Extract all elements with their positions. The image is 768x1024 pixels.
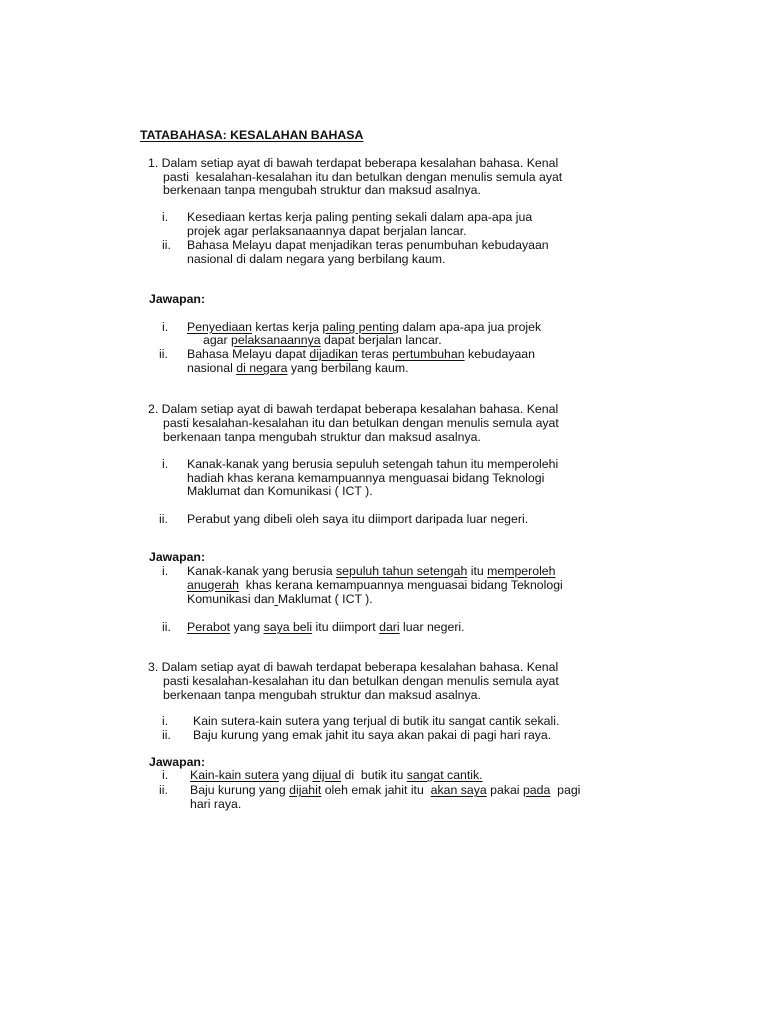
q2-item-i-line-1: Kanak-kanak yang berusia sepuluh setengah tahun itu memperolehi <box>187 457 559 471</box>
corrected-word: anugerah <box>187 578 239 592</box>
q1-item-i-line-2: projek agar perlaksanaannya dapat berjalan lancar. <box>187 224 467 238</box>
q1-jawapan-heading: Jawapan: <box>149 292 206 306</box>
q1-item-ii-number: ii. <box>162 238 171 252</box>
answer-text: Baju kurung yang <box>190 783 290 797</box>
question-3-line-1: 3. Dalam setiap ayat di bawah terdapat beberapa kesalahan bahasa. Kenal <box>148 660 559 674</box>
answer-text: pakai <box>486 783 523 797</box>
q2-answer-i-number: i. <box>162 564 169 578</box>
corrected-word: pada <box>522 783 551 797</box>
corrected-word: dijahit <box>289 783 322 797</box>
q2-answer-ii-line-1 <box>187 620 465 634</box>
q2-answer-ii-number: ii. <box>162 620 171 634</box>
q3-item-i-line-1: Kain sutera-kain sutera yang terjual di butik itu sangat cantik sekali. <box>193 714 560 728</box>
question-2-line-3: berkenaan tanpa mengubah struktur dan maksud asalnya. <box>163 430 481 444</box>
corrected-word: Perabot <box>187 620 231 634</box>
q2-answer-i-line-3 <box>187 592 373 606</box>
q2-jawapan-heading: Jawapan: <box>149 550 206 564</box>
answer-text: oleh emak jahit itu <box>321 783 431 797</box>
corrected-word: sepuluh tahun setengah <box>336 564 468 578</box>
answer-text: yang <box>230 620 264 634</box>
page-title: TATABAHASA: KESALAHAN BAHASA <box>140 128 364 142</box>
q2-answer-i-line-2 <box>187 578 563 592</box>
answer-text: Komunikasi dan <box>187 592 275 606</box>
q3-answer-ii-line-2 <box>190 797 241 811</box>
answer-text: yang <box>278 768 313 782</box>
q2-item-i-line-3: Maklumat dan Komunikasi ( ICT ). <box>187 484 373 498</box>
question-3-line-3: berkenaan tanpa mengubah struktur dan maksud asalnya. <box>163 688 481 702</box>
answer-text: Bahasa Melayu dapat <box>187 347 310 361</box>
corrected-word: di negara <box>236 361 288 375</box>
answer-text: teras <box>357 347 393 361</box>
answer-text: kebudayaan <box>464 347 535 361</box>
answer-text: agar <box>203 333 232 347</box>
q1-answer-ii-number: ii. <box>159 347 168 361</box>
q2-item-i-number: i. <box>162 457 169 471</box>
corrected-word: dari <box>379 620 400 634</box>
q1-answer-i-line-1 <box>187 320 541 334</box>
q1-answer-ii-line-1 <box>187 347 535 361</box>
q2-item-i-line-2: hadiah khas kerana kemampuannya menguasai bidang Teknologi <box>187 471 545 485</box>
q1-answer-i-line-2 <box>203 333 442 347</box>
answer-text: Kanak-kanak yang berusia <box>187 564 337 578</box>
corrected-word: saya beli <box>263 620 313 634</box>
q1-item-i-number: i. <box>162 210 169 224</box>
answer-text: Maklumat ( ICT ). <box>277 592 373 606</box>
corrected-word: Kain-kain sutera <box>190 768 279 782</box>
answer-text: yang berbilang kaum. <box>287 361 409 375</box>
answer-text: itu <box>467 564 488 578</box>
q1-item-ii-line-2: nasional di dalam negara yang berbilang kaum. <box>187 252 446 266</box>
q3-answer-i-number: i. <box>162 768 169 782</box>
corrected-word: Penyediaan <box>187 320 252 334</box>
question-3-line-2: pasti kesalahan-kesalahan itu dan betulkan dengan menulis semula ayat <box>163 674 559 688</box>
q2-item-ii-line-1: Perabut yang dibeli oleh saya itu diimport daripada luar negeri. <box>187 512 529 526</box>
corrected-word: sangat cantik. <box>406 768 483 782</box>
answer-text: hari raya. <box>190 797 242 811</box>
q3-jawapan-heading: Jawapan: <box>149 755 206 769</box>
answer-text: pagi <box>550 783 581 797</box>
answer-text: itu diimport <box>312 620 380 634</box>
answer-text: khas kerana kemampuannya menguasai bidang Teknologi <box>238 578 563 592</box>
question-2-line-2: pasti kesalahan-kesalahan itu dan betulkan dengan menulis semula ayat <box>163 416 559 430</box>
answer-text: di butik itu <box>341 768 407 782</box>
answer-text: nasional <box>187 361 237 375</box>
q1-answer-ii-line-2 <box>187 361 409 375</box>
answer-text: luar negeri. <box>399 620 465 634</box>
q3-answer-ii-number: ii. <box>159 783 168 797</box>
corrected-word: akan saya <box>430 783 487 797</box>
corrected-word: pertumbuhan <box>392 347 465 361</box>
answer-text: dalam apa-apa jua projek <box>398 320 542 334</box>
q3-item-ii-line-1: Baju kurung yang emak jahit itu saya akan pakai di pagi hari raya. <box>193 728 552 742</box>
q2-item-ii-number: ii. <box>159 512 168 526</box>
question-1-line-2: pasti kesalahan-kesalahan itu dan betulkan dengan menulis semula ayat <box>163 170 563 184</box>
q1-answer-i-number: i. <box>162 320 169 334</box>
q1-item-i-line-1: Kesediaan kertas kerja paling penting sekali dalam apa-apa jua <box>187 210 533 224</box>
q3-answer-i-line-1 <box>190 768 483 782</box>
q3-answer-ii-line-1 <box>190 783 580 797</box>
q1-item-ii-line-1: Bahasa Melayu dapat menjadikan teras penumbuhan kebudayaan <box>187 238 549 252</box>
q2-answer-i-line-1 <box>187 564 556 578</box>
q3-item-i-number: i. <box>162 714 169 728</box>
corrected-word: memperoleh <box>487 564 556 578</box>
answer-text: kertas kerja <box>251 320 323 334</box>
q3-item-ii-number: ii. <box>162 728 171 742</box>
corrected-word: dijual <box>312 768 342 782</box>
corrected-word: pelaksanaannya <box>231 333 321 347</box>
question-1-line-3: berkenaan tanpa mengubah struktur dan maksud asalnya. <box>163 183 481 197</box>
corrected-word: dijadikan <box>309 347 358 361</box>
question-1-line-1: 1. Dalam setiap ayat di bawah terdapat beberapa kesalahan bahasa. Kenal <box>148 156 559 170</box>
answer-text: dapat berjalan lancar. <box>320 333 442 347</box>
corrected-word: paling penting <box>322 320 399 334</box>
question-2-line-1: 2. Dalam setiap ayat di bawah terdapat beberapa kesalahan bahasa. Kenal <box>148 402 559 416</box>
